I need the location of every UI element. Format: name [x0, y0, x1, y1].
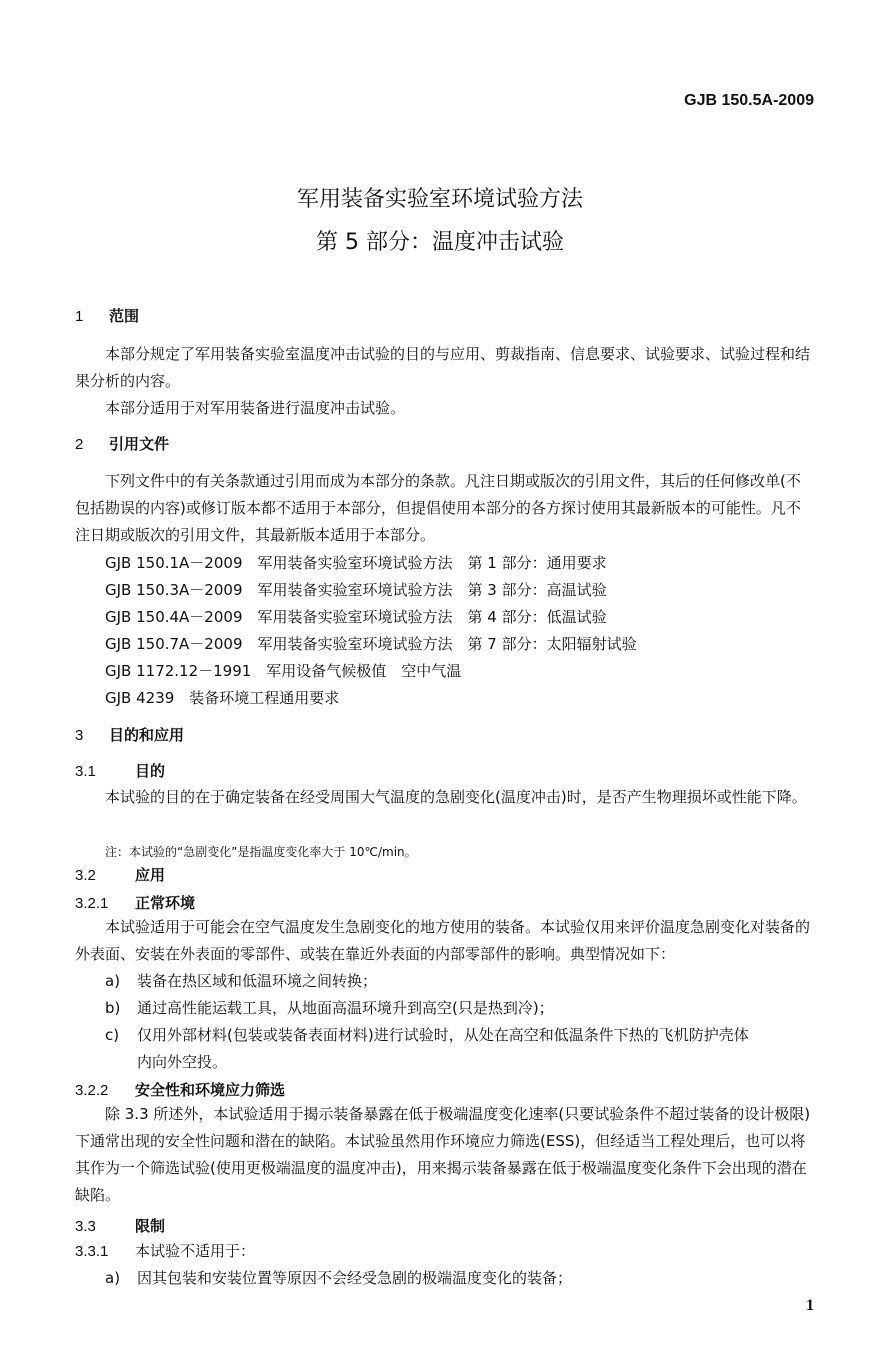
section-3-2-2-heading: 3.2.2 安全性和环境应力筛选: [75, 1081, 286, 1099]
section-3-heading: 3 目的和应用: [75, 726, 185, 744]
reference-item: GJB 150.7A－2009 军用装备实验室环境试验方法 第 7 部分：太阳辐射试验: [105, 635, 637, 653]
document-title: 军用装备实验室环境试验方法: [296, 187, 583, 212]
section-3-2-heading: 3.2 应用: [75, 866, 166, 884]
section-3-1-heading: 3.1 目的: [75, 762, 166, 780]
section-1-paragraph-2: 本部分适用于对军用装备进行温度冲击试验。: [105, 399, 406, 417]
section-3-2-1-heading: 3.2.1 正常环境: [75, 894, 196, 912]
list-item: c) 仅用外部材料(包装或装备表面材料)进行试验时，从处在高空和低温条件下热的飞机防护壳体: [105, 1026, 749, 1044]
list-item: a) 因其包装和安装位置等原因不会经受急剧的极端温度变化的装备；: [105, 1269, 573, 1287]
document-number: GJB 150.5A-2009: [684, 92, 814, 109]
section-1-paragraph-1: 本部分规定了军用装备实验室温度冲击试验的目的与应用、剪裁指南、信息要求、试验要求、试验过程和结果分析的内容。: [75, 345, 811, 390]
reference-item: GJB 1172.12－1991 军用设备气候极值 空中气温: [105, 662, 462, 680]
section-3-1-paragraph: 本试验的目的在于确定装备在经受周围大气温度的急剧变化(温度冲击)时，是否产生物理损坏或性能下降。: [105, 788, 807, 806]
section-3-3-heading: 3.3 限制: [75, 1217, 166, 1235]
section-2-paragraph-1: 下列文件中的有关条款通过引用而成为本部分的条款。凡注日期或版次的引用文件，其后的任何修改单(不包括勘误的内容)或修订版本都不适用于本部分，但提倡使用本部分的各方探讨使用其最新版本的可能性。凡不注日期或版次的引用文件，其最新版本适用于本部分。: [75, 472, 801, 544]
reference-item: GJB 150.3A－2009 军用装备实验室环境试验方法 第 3 部分：高温试验: [105, 581, 607, 599]
reference-item: GJB 4239 装备环境工程通用要求: [105, 689, 340, 707]
list-item: b) 通过高性能运载工具，从地面高温环境升到高空(只是热到冷)；: [105, 999, 554, 1017]
page-number: 1: [806, 1297, 814, 1314]
document-subtitle: 第 5 部分：温度冲击试验: [316, 230, 564, 255]
list-item-continuation: 内向外空投。: [137, 1053, 228, 1071]
section-3-2-1-paragraph: 本试验适用于可能会在空气温度发生急剧变化的地方使用的装备。本试验仅用来评价温度急剧变化对装备的外表面、安装在外表面的零部件、或装在靠近外表面的内部零部件的影响。典型情况如下：: [75, 918, 811, 963]
reference-item: GJB 150.4A－2009 军用装备实验室环境试验方法 第 4 部分：低温试验: [105, 608, 607, 626]
reference-item: GJB 150.1A－2009 军用装备实验室环境试验方法 第 1 部分：通用要求: [105, 554, 607, 572]
section-3-3-1: 3.3.1 本试验不适用于：: [75, 1242, 256, 1260]
section-2-heading: 2 引用文件: [75, 435, 170, 453]
section-3-2-2-paragraph: 除 3.3 所述外，本试验适用于揭示装备暴露在低于极端温度变化速率(只要试验条件不超过装备的设计极限)下通常出现的安全性问题和潜在的缺陷。本试验虽然用作环境应力筛选(ESS)，但经适当工程处理后，也可以将其作为一个筛选试验(使用更极端温度的温度冲击)，用来揭示装备暴露在低于极端温度变化条件下会出现的潜在缺陷。: [75, 1105, 811, 1204]
section-3-1-note: 注：本试验的“急剧变化”是指温度变化率大于 10℃/min。: [105, 845, 417, 859]
section-1-heading: 1 范围: [75, 307, 140, 325]
list-item: a) 装备在热区域和低温环境之间转换；: [105, 972, 378, 990]
